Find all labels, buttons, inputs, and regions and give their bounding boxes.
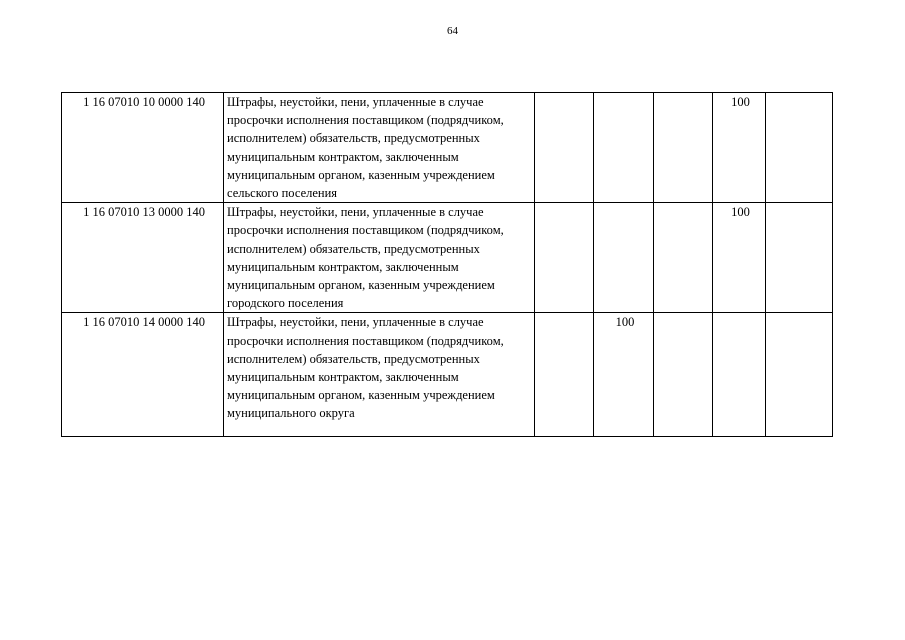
value-cell	[594, 203, 654, 313]
budget-classification-table	[61, 92, 833, 437]
budget-code-cell: 1 16 07010 13 0000 140	[62, 203, 224, 313]
value-cell	[594, 93, 654, 203]
value-cell	[654, 93, 713, 203]
description-cell: Штрафы, неустойки, пени, уплаченные в случае просрочки исполнения поставщиком (подрядчиком, исполнителем) обязательств, предусмотренных муниципальным контрактом, заключенным муниципальным органом, казенным учреждением муниципального округа	[224, 313, 535, 437]
table-row	[62, 313, 833, 437]
value-cell	[535, 93, 594, 203]
value-cell: 100	[713, 203, 766, 313]
budget-code-cell: 1 16 07010 10 0000 140	[62, 93, 224, 203]
value-cell	[654, 313, 713, 437]
description-cell: Штрафы, неустойки, пени, уплаченные в случае просрочки исполнения поставщиком (подрядчиком, исполнителем) обязательств, предусмотренных муниципальным контрактом, заключенным муниципальным органом, казенным учреждением городского поселения	[224, 203, 535, 313]
value-cell	[535, 313, 594, 437]
table-row	[62, 203, 833, 313]
description-cell: Штрафы, неустойки, пени, уплаченные в случае просрочки исполнения поставщиком (подрядчиком, исполнителем) обязательств, предусмотренных муниципальным контрактом, заключенным муниципальным органом, казенным учреждением сельского поселения	[224, 93, 535, 203]
value-cell: 100	[594, 313, 654, 437]
table-row	[62, 93, 833, 203]
value-cell: 100	[713, 93, 766, 203]
value-cell	[766, 93, 833, 203]
page-number: 64	[447, 25, 458, 37]
value-cell	[654, 203, 713, 313]
value-cell	[766, 313, 833, 437]
value-cell	[535, 203, 594, 313]
value-cell	[713, 313, 766, 437]
budget-code-cell: 1 16 07010 14 0000 140	[62, 313, 224, 437]
value-cell	[766, 203, 833, 313]
